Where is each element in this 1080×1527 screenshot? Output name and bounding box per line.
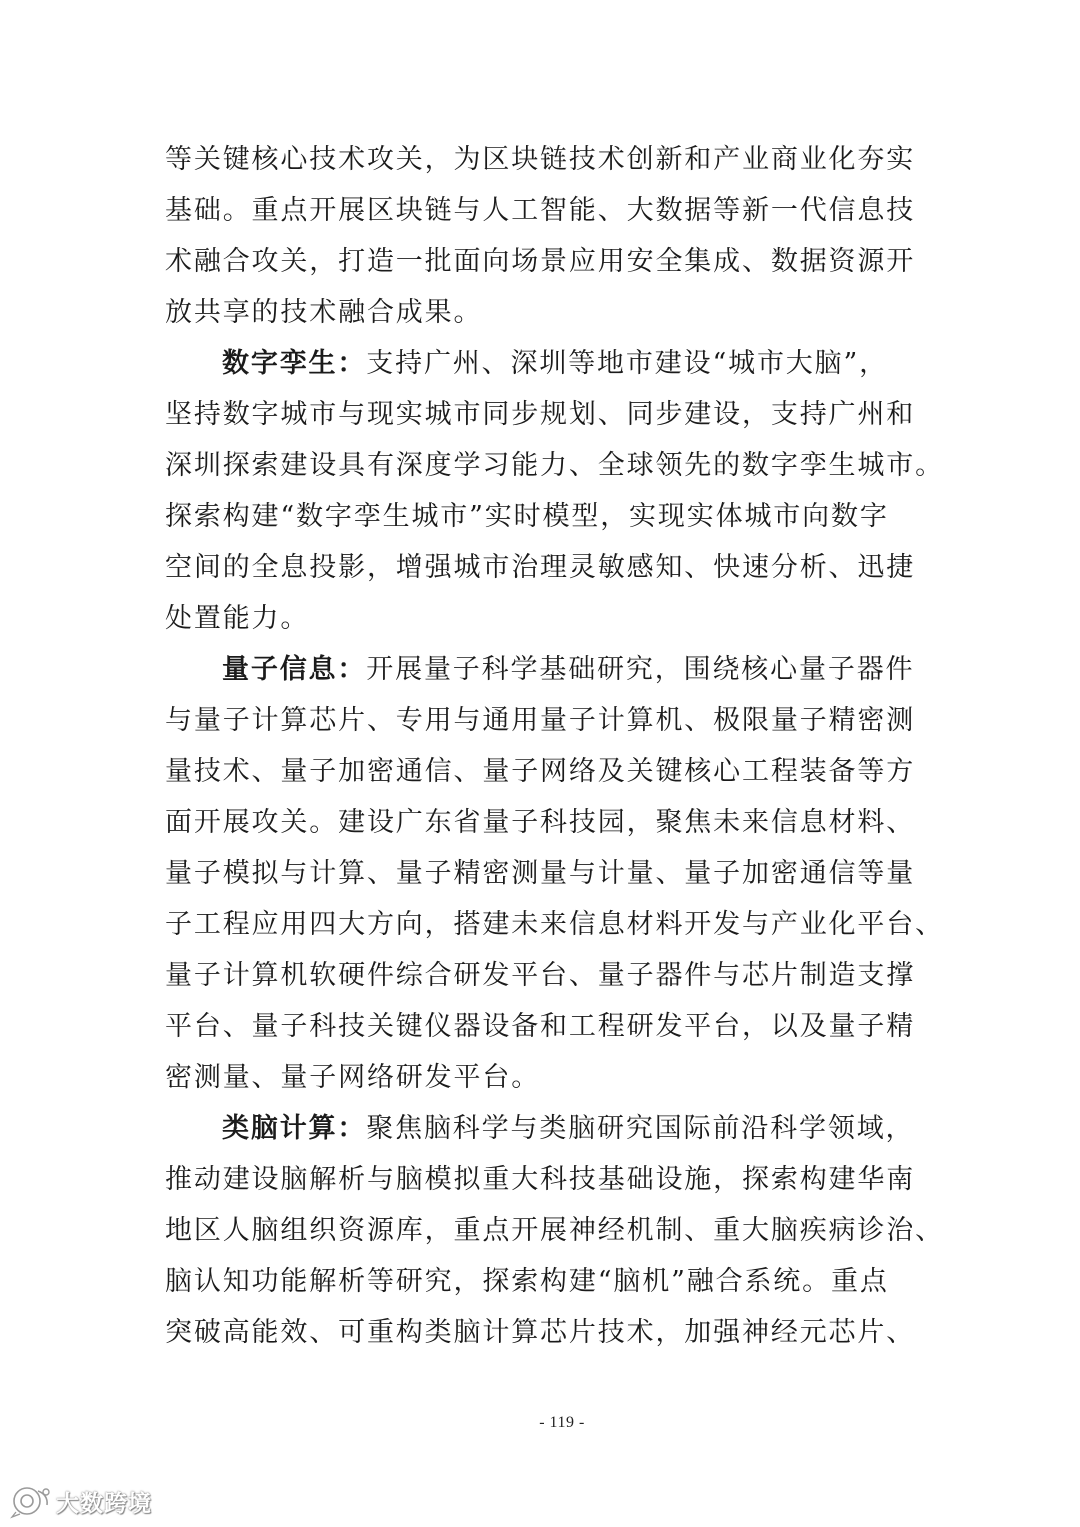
text-line: 面开展攻关。建设广东省量子科技园，聚焦未来信息材料、 xyxy=(165,807,916,838)
text-line: 平台、量子科技关键仪器设备和工程研发平台，以及量子精 xyxy=(165,1011,916,1042)
text-line: 推动建设脑解析与脑模拟重大科技基础设施，探索构建华南 xyxy=(165,1164,916,1195)
text-line: 密测量、量子网络研发平台。 xyxy=(165,1062,541,1093)
document-body xyxy=(165,134,965,1358)
text-line: 等关键核心技术攻关，为区块链技术创新和产业商业化夯实 xyxy=(165,144,916,175)
paragraph-quantum-information xyxy=(165,644,965,1103)
logo-icon xyxy=(10,1483,52,1519)
text-line-first xyxy=(165,1103,965,1154)
text-line: 放共享的技术融合成果。 xyxy=(165,297,483,328)
text-line: 量子模拟与计算、量子精密测量与计量、量子加密通信等量 xyxy=(165,858,916,889)
paragraph-lead-heading: 类脑计算： xyxy=(222,1113,367,1144)
text-segment: 聚焦脑科学与类脑研究国际前沿科学领域， xyxy=(366,1113,915,1144)
paragraph-blockchain-continued xyxy=(165,134,965,338)
text-line: 量子计算机软硬件综合研发平台、量子器件与芯片制造支撑 xyxy=(165,960,916,991)
text-line: 与量子计算芯片、专用与通用量子计算机、极限量子精密测 xyxy=(165,705,916,736)
text-line: 子工程应用四大方向，搭建未来信息材料开发与产业化平台、 xyxy=(165,909,944,940)
text-line: 地区人脑组织资源库，重点开展神经机制、重大脑疾病诊治、 xyxy=(165,1215,944,1246)
text-line-first xyxy=(165,338,965,389)
text-line: 坚持数字城市与现实城市同步规划、同步建设，支持广州和 xyxy=(165,399,916,430)
text-line-first xyxy=(165,644,965,695)
page-number: - 119 - xyxy=(539,1414,585,1431)
text-line: 探索构建“数字孪生城市”实时模型，实现实体城市向数字 xyxy=(165,501,889,532)
watermark-text: 大数跨境 xyxy=(56,1490,152,1517)
watermark xyxy=(10,1482,152,1520)
paragraph-brain-inspired-computing xyxy=(165,1103,965,1358)
paragraph-digital-twin xyxy=(165,338,965,644)
paragraph-lead-heading: 量子信息： xyxy=(222,654,367,685)
text-line: 基础。重点开展区块链与人工智能、大数据等新一代信息技 xyxy=(165,195,916,226)
text-line: 量技术、量子加密通信、量子网络及关键核心工程装备等方 xyxy=(165,756,916,787)
text-line: 突破高能效、可重构类脑计算芯片技术，加强神经元芯片、 xyxy=(165,1317,916,1348)
paragraph-lead-heading: 数字孪生： xyxy=(222,348,367,379)
text-line: 脑认知功能解析等研究，探索构建“脑机”融合系统。重点 xyxy=(165,1266,889,1297)
text-segment: 开展量子科学基础研究，围绕核心量子器件 xyxy=(366,654,915,685)
text-line: 术融合攻关，打造一批面向场景应用安全集成、数据资源开 xyxy=(165,246,916,277)
text-segment: 支持广州、深圳等地市建设“城市大脑”， xyxy=(366,348,889,379)
text-line: 处置能力。 xyxy=(165,603,310,634)
text-line: 深圳探索建设具有深度学习能力、全球领先的数字孪生城市。 xyxy=(165,450,944,481)
text-line: 空间的全息投影，增强城市治理灵敏感知、快速分析、迅捷 xyxy=(165,552,916,583)
